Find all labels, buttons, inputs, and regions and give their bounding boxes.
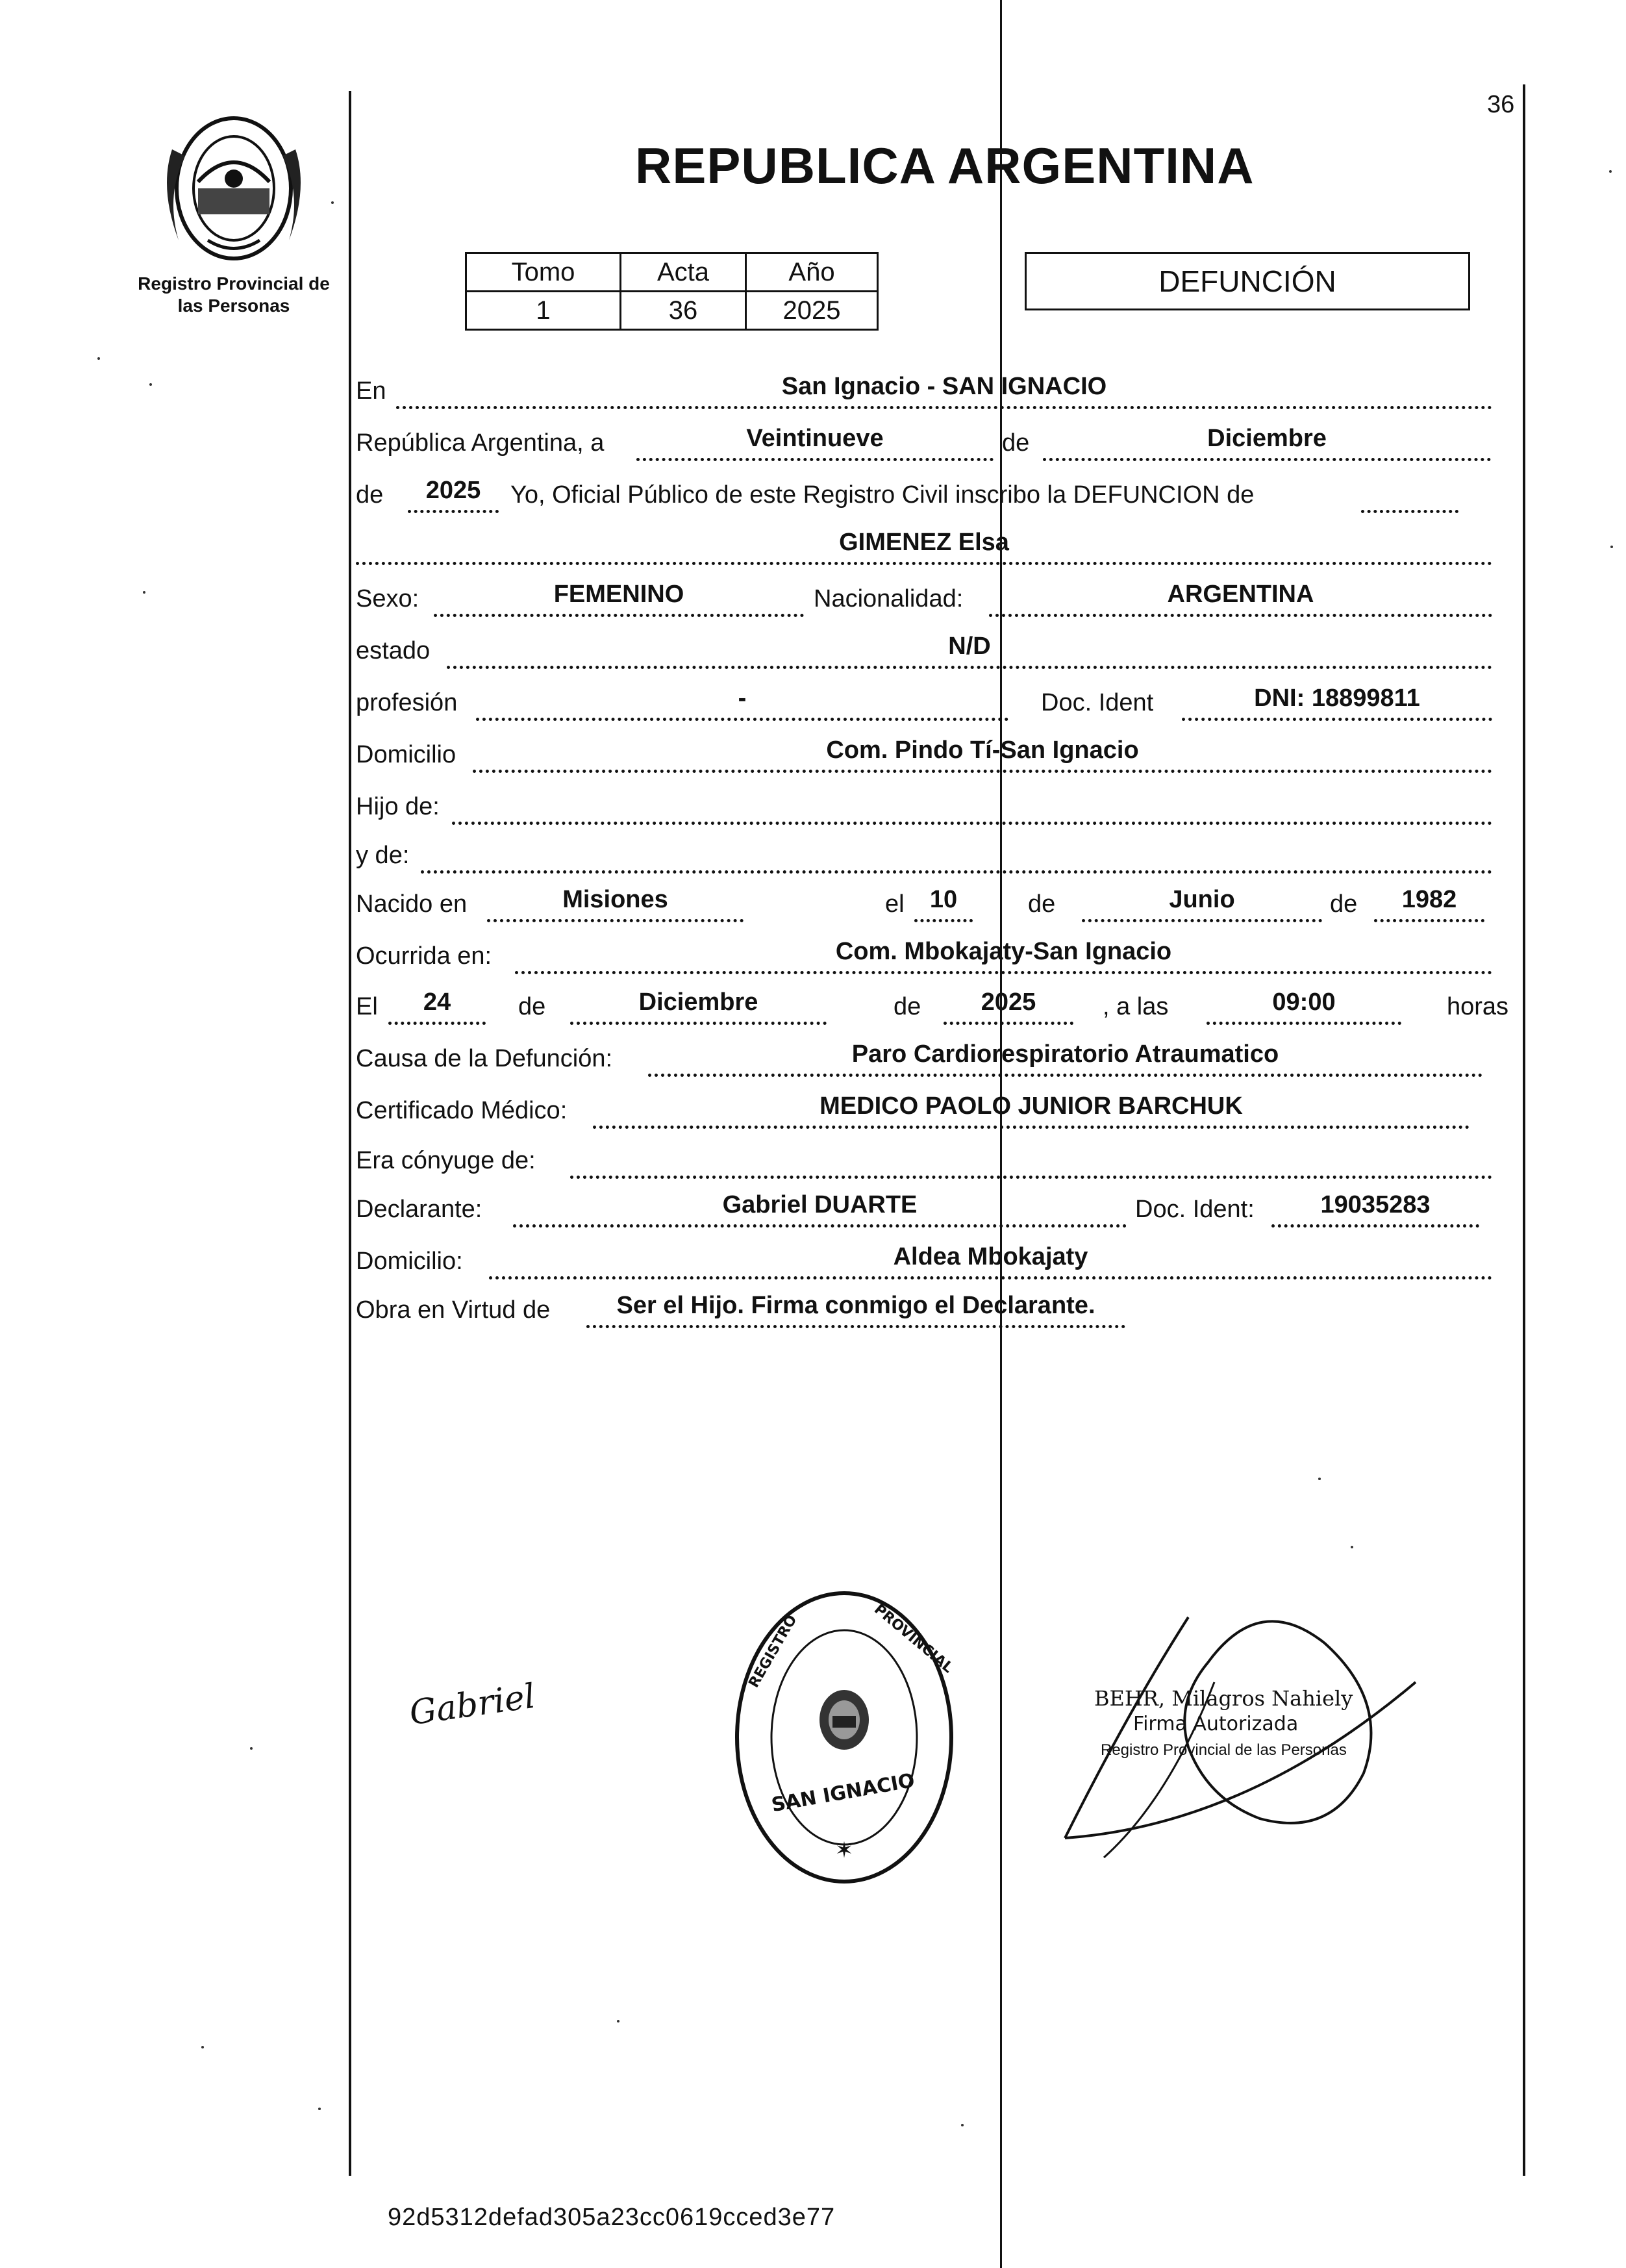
label-ocurrida-en: Ocurrida en: bbox=[356, 942, 492, 970]
label-sexo: Sexo: bbox=[356, 585, 419, 612]
row-nacido bbox=[356, 883, 1492, 925]
table-value-tomo: 1 bbox=[466, 292, 621, 330]
doc-type-box: DEFUNCIÓN bbox=[1025, 252, 1470, 310]
label-y-de: y de: bbox=[356, 842, 410, 869]
field-estado bbox=[447, 635, 1492, 669]
table-value-anio: 2025 bbox=[746, 292, 878, 330]
value-def-dia: 24 bbox=[423, 989, 451, 1016]
label-estado: estado bbox=[356, 637, 431, 664]
label-de-anio: de bbox=[356, 481, 384, 509]
row-domicilio bbox=[356, 734, 1492, 775]
row-y-de bbox=[356, 835, 1492, 876]
signer-name: BEHR, Milagros Nahiely bbox=[1094, 1686, 1353, 1711]
value-causa: Paro Cardiorespiratorio Atraumatico bbox=[851, 1040, 1279, 1068]
value-dia-letras: Veintinueve bbox=[746, 425, 884, 452]
row-certificado bbox=[356, 1090, 1492, 1131]
speck bbox=[961, 2124, 964, 2126]
label-de-nac-mes: de bbox=[1028, 890, 1056, 918]
row-domicilio-declarante bbox=[356, 1241, 1492, 1282]
label-hijo-de: Hijo de: bbox=[356, 793, 440, 820]
speck bbox=[1351, 1546, 1353, 1548]
label-causa: Causa de la Defunción: bbox=[356, 1045, 613, 1072]
row-ocurrida bbox=[356, 935, 1492, 977]
label-profesion: profesión bbox=[356, 689, 458, 716]
speck bbox=[250, 1747, 253, 1750]
row-obra bbox=[356, 1289, 1492, 1331]
tomo-acta-anio-table bbox=[465, 252, 879, 331]
field-causa bbox=[648, 1042, 1482, 1077]
row-fecha-inscripcion bbox=[356, 422, 1492, 464]
speck bbox=[143, 591, 145, 594]
table-header-anio: Año bbox=[746, 253, 878, 292]
value-sexo: FEMENINO bbox=[553, 581, 684, 608]
field-certificado bbox=[593, 1094, 1470, 1129]
value-doc-ident: DNI: 18899811 bbox=[1254, 685, 1420, 712]
speck bbox=[97, 357, 100, 360]
row-sexo-nacionalidad bbox=[356, 578, 1492, 620]
label-conyuge: Era cónyuge de: bbox=[356, 1147, 536, 1174]
speck bbox=[331, 201, 334, 204]
speck bbox=[1609, 170, 1612, 173]
speck bbox=[318, 2108, 321, 2110]
field-doc-ident bbox=[1182, 687, 1492, 721]
left-margin-line bbox=[349, 91, 351, 2176]
value-nacido-anio: 1982 bbox=[1401, 886, 1457, 913]
value-nacido-mes: Junio bbox=[1169, 886, 1235, 913]
field-dia-letras bbox=[636, 427, 994, 461]
official-seal bbox=[731, 1585, 958, 1890]
value-def-mes: Diciembre bbox=[638, 989, 758, 1016]
field-nacionalidad bbox=[989, 583, 1492, 617]
label-en: En bbox=[356, 377, 386, 405]
value-anio: 2025 bbox=[425, 477, 481, 504]
value-lugar: San Ignacio - SAN IGNACIO bbox=[781, 373, 1107, 400]
table-header-acta: Acta bbox=[621, 253, 746, 292]
svg-text:✶: ✶ bbox=[834, 1838, 854, 1863]
value-domicilio: Com. Pindo Tí-San Ignacio bbox=[826, 737, 1139, 764]
value-estado: N/D bbox=[948, 633, 991, 660]
value-profesion: - bbox=[738, 685, 747, 712]
label-yo-oficial: Yo, Oficial Público de este Registro Civil inscribo la DEFUNCION de bbox=[510, 481, 1255, 509]
label-certificado: Certificado Médico: bbox=[356, 1097, 568, 1124]
field-conyuge bbox=[570, 1144, 1492, 1179]
speck bbox=[149, 383, 152, 386]
label-doc-ident: Doc. Ident bbox=[1041, 689, 1154, 716]
speck bbox=[1318, 1478, 1321, 1480]
value-declarante: Gabriel DUARTE bbox=[722, 1191, 918, 1218]
row-estado bbox=[356, 630, 1492, 672]
page-title: REPUBLICA ARGENTINA bbox=[635, 137, 1255, 194]
signer-role: Firma Autorizada bbox=[1133, 1713, 1299, 1735]
row-causa bbox=[356, 1038, 1492, 1079]
value-nacido-lugar: Misiones bbox=[562, 886, 668, 913]
label-horas: horas bbox=[1447, 993, 1509, 1020]
row-declarante bbox=[356, 1189, 1492, 1230]
label-el-cap: El bbox=[356, 993, 378, 1020]
field-declarante-domicilio bbox=[489, 1245, 1492, 1279]
value-nacido-dia: 10 bbox=[929, 886, 958, 913]
table-value-acta: 36 bbox=[621, 292, 746, 330]
misiones-coat-of-arms-logo bbox=[159, 110, 308, 266]
field-def-mes bbox=[570, 990, 827, 1025]
label-de-nac-anio: de bbox=[1330, 890, 1358, 918]
value-certificado: MEDICO PAOLO JUNIOR BARCHUK bbox=[819, 1092, 1243, 1120]
label-doc-ident-2: Doc. Ident: bbox=[1135, 1196, 1255, 1223]
field-obra-virtud bbox=[586, 1294, 1125, 1328]
field-profesion bbox=[476, 687, 1008, 721]
svg-text:SAN IGNACIO: SAN IGNACIO bbox=[769, 1769, 917, 1817]
svg-text:REGISTRO: REGISTRO bbox=[745, 1612, 801, 1691]
field-declarante-doc bbox=[1271, 1193, 1479, 1228]
label-de-def-anio: de bbox=[894, 993, 921, 1020]
row-lugar bbox=[356, 370, 1492, 412]
field-nacido-lugar bbox=[487, 888, 744, 922]
svg-text:PROVINCIAL: PROVINCIAL bbox=[871, 1601, 957, 1677]
label-republica: República Argentina, a bbox=[356, 429, 605, 457]
signer-office: Registro Provincial de las Personas bbox=[1101, 1741, 1347, 1759]
label-de-mes: de bbox=[1002, 429, 1030, 457]
label-de-def-mes: de bbox=[518, 993, 546, 1020]
field-y-de bbox=[421, 839, 1492, 874]
field-nombre bbox=[356, 531, 1492, 565]
value-nacionalidad: ARGENTINA bbox=[1167, 581, 1314, 608]
field-nacido-mes bbox=[1082, 888, 1322, 922]
field-nacido-dia bbox=[914, 888, 973, 922]
value-ocurrida-en: Com. Mbokajaty-San Ignacio bbox=[835, 938, 1172, 965]
field-defuncion-de bbox=[1361, 479, 1458, 513]
field-mes bbox=[1043, 427, 1491, 461]
row-profesion-doc bbox=[356, 682, 1492, 724]
row-fecha-defuncion bbox=[356, 986, 1509, 1027]
field-lugar bbox=[396, 375, 1492, 409]
label-el: el bbox=[885, 890, 905, 918]
authorized-signature-block bbox=[1094, 1685, 1353, 1763]
center-fold-line bbox=[1000, 0, 1002, 2268]
right-margin-line bbox=[1523, 84, 1525, 2176]
field-anio bbox=[408, 479, 499, 513]
field-declarante bbox=[513, 1193, 1127, 1228]
row-anio-inscripcion bbox=[356, 474, 1492, 516]
field-nacido-anio bbox=[1374, 888, 1484, 922]
document-hash: 92d5312defad305a23cc0619cced3e77 bbox=[388, 2204, 836, 2231]
row-hijo-de bbox=[356, 786, 1492, 827]
field-def-hora bbox=[1207, 990, 1401, 1025]
value-def-anio: 2025 bbox=[981, 989, 1036, 1016]
page-number: 36 bbox=[1487, 91, 1515, 118]
field-ocurrida-en bbox=[515, 940, 1492, 974]
value-obra-virtud: Ser el Hijo. Firma conmigo el Declarante. bbox=[616, 1292, 1095, 1319]
label-obra: Obra en Virtud de bbox=[356, 1296, 551, 1324]
table-header-tomo: Tomo bbox=[466, 253, 621, 292]
field-hijo-de bbox=[452, 790, 1492, 825]
row-conyuge bbox=[356, 1140, 1492, 1181]
field-sexo bbox=[434, 583, 804, 617]
speck bbox=[201, 2046, 204, 2048]
value-declarante-doc: 19035283 bbox=[1320, 1191, 1431, 1218]
value-nombre: GIMENEZ Elsa bbox=[839, 529, 1009, 556]
label-domicilio: Domicilio bbox=[356, 741, 457, 768]
logo-caption: Registro Provincial de las Personas bbox=[138, 273, 330, 316]
field-domicilio bbox=[473, 738, 1492, 773]
value-declarante-domicilio: Aldea Mbokajaty bbox=[893, 1243, 1088, 1270]
speck bbox=[617, 2020, 619, 2022]
label-a-las: , a las bbox=[1103, 993, 1169, 1020]
row-nombre bbox=[356, 526, 1492, 568]
label-declarante: Declarante: bbox=[356, 1196, 482, 1223]
field-def-dia bbox=[388, 990, 486, 1025]
value-def-hora: 09:00 bbox=[1272, 989, 1336, 1016]
field-def-anio bbox=[944, 990, 1073, 1025]
label-nacido-en: Nacido en bbox=[356, 890, 468, 918]
speck bbox=[1610, 546, 1613, 548]
value-mes: Diciembre bbox=[1207, 425, 1327, 452]
label-nacionalidad: Nacionalidad: bbox=[814, 585, 964, 612]
declarant-handwritten-signature: Gabriel bbox=[406, 1676, 538, 1733]
label-domicilio-2: Domicilio: bbox=[356, 1248, 463, 1275]
